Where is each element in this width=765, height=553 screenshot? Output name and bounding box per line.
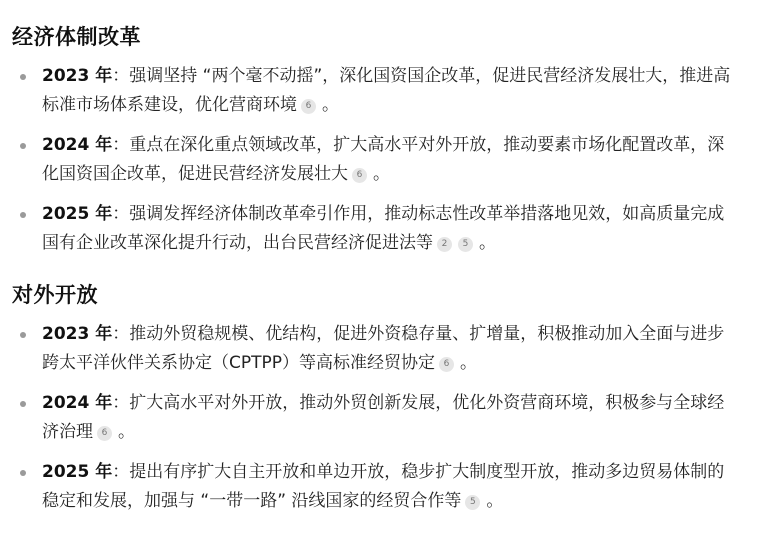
item-end-punct: 。 (118, 422, 135, 442)
item-text: ：强调坚持 “两个毫不动摇”，深化国资国企改革，促进民营经济发展壮大，推进高标准市场体系建设，优化营商环境 (42, 66, 731, 115)
bullet-dot-icon (20, 470, 26, 476)
bullet-dot-icon (20, 143, 26, 149)
section-economic-reform (12, 22, 741, 258)
year-label: 2023 年 (42, 66, 113, 86)
item-text: ：重点在深化重点领域改革，扩大高水平对外开放，推动要素市场化配置改革，深化国资国企改革，促进民营经济发展壮大 (42, 135, 725, 184)
citation-badge[interactable]: 6 (301, 99, 316, 114)
bullet-dot-icon (20, 212, 26, 218)
year-label: 2024 年 (42, 135, 113, 155)
list-item (12, 389, 741, 447)
item-text: ：提出有序扩大自主开放和单边开放，稳步扩大制度型开放，推动多边贸易体制的稳定和发展，加强与 “一带一路” 沿线国家的经贸合作等 (42, 462, 725, 511)
item-text: ：强调发挥经济体制改革牵引作用，推动标志性改革举措落地见效，如高质量完成国有企业改革深化提升行动，出台民营经济促进法等 (42, 204, 725, 253)
list-item (12, 62, 741, 120)
list-item (12, 320, 741, 378)
bullet-list (12, 320, 741, 516)
list-item (12, 458, 741, 516)
citation-badge[interactable]: 5 (465, 495, 480, 510)
citation-badge[interactable]: 6 (97, 426, 112, 441)
section-opening-up (12, 280, 741, 516)
item-end-punct: 。 (373, 164, 390, 184)
bullet-dot-icon (20, 401, 26, 407)
item-text: ：推动外贸稳规模、优结构，促进外资稳存量、扩增量，积极推动加入全面与进步跨太平洋伙伴关系协定（CPTPP）等高标准经贸协定 (42, 324, 725, 373)
citation-badge[interactable]: 6 (439, 357, 454, 372)
year-label: 2025 年 (42, 204, 113, 224)
year-label: 2023 年 (42, 324, 113, 344)
year-label: 2024 年 (42, 393, 113, 413)
citation-badge[interactable]: 2 (437, 237, 452, 252)
list-item (12, 200, 741, 258)
bullet-dot-icon (20, 74, 26, 80)
list-item (12, 131, 741, 189)
item-end-punct: 。 (479, 233, 496, 253)
citation-badge[interactable]: 5 (458, 237, 473, 252)
bullet-dot-icon (20, 332, 26, 338)
bullet-list (12, 62, 741, 258)
citation-badge[interactable]: 6 (352, 168, 367, 183)
item-end-punct: 。 (486, 491, 504, 511)
section-title: 对外开放 (12, 283, 98, 307)
item-end-punct: 。 (322, 95, 339, 115)
item-text: ：扩大高水平对外开放，推动外贸创新发展，优化外资营商环境，积极参与全球经济治理 (42, 393, 725, 442)
section-title: 经济体制改革 (12, 25, 141, 49)
year-label: 2025 年 (42, 462, 113, 482)
item-end-punct: 。 (460, 353, 478, 373)
